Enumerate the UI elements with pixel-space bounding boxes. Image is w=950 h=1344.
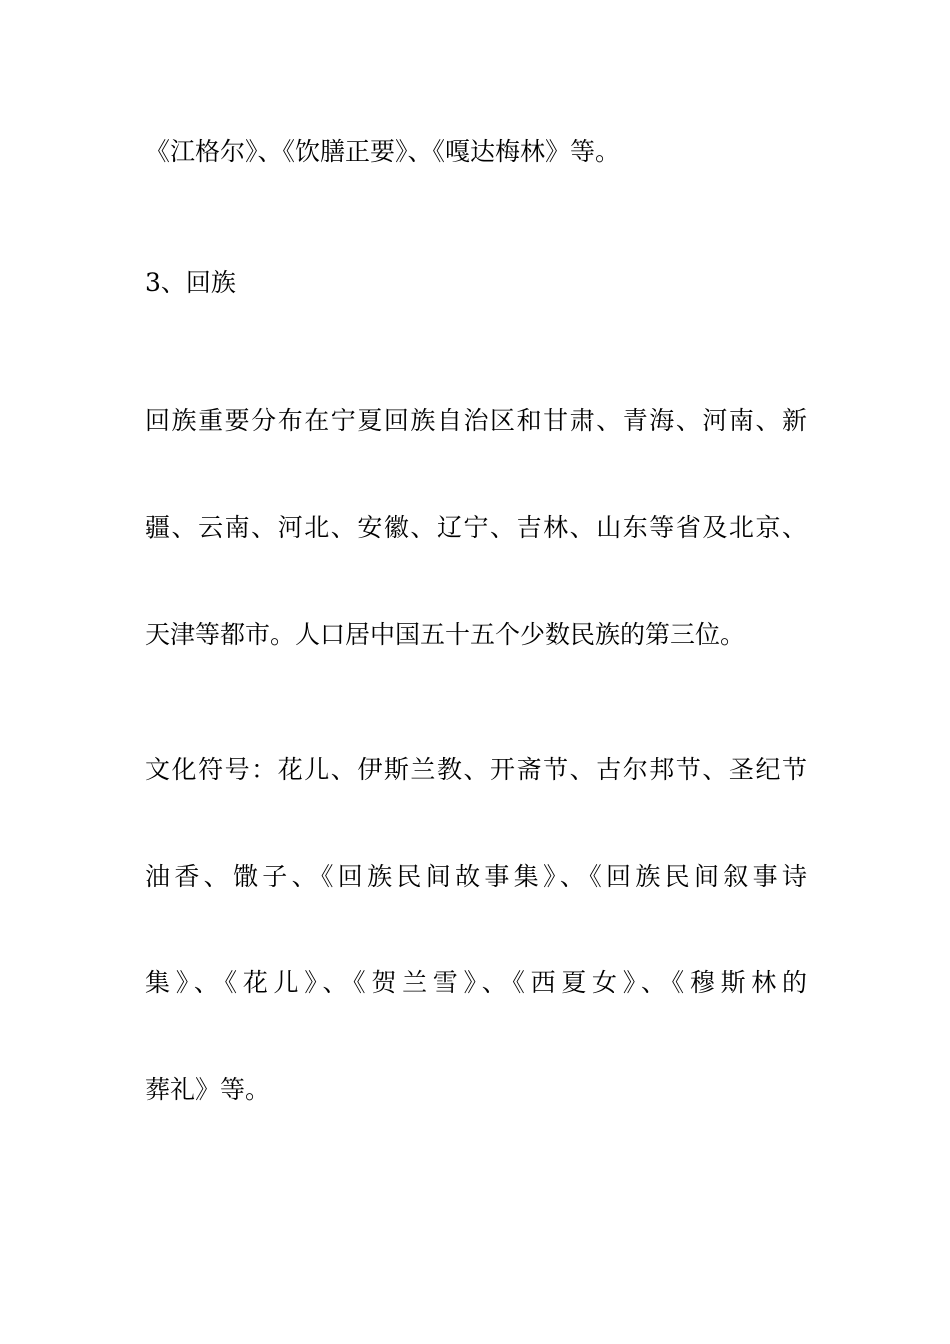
text-line: 回族重要分布在宁夏回族自治区和甘肃、青海、河南、新 (145, 406, 807, 435)
text-line: 疆、云南、河北、安徽、辽宁、吉林、山东等省及北京、 (145, 513, 807, 542)
text-line: 《江格尔》、《饮膳正要》、《嘎达梅林》等。 (145, 137, 621, 166)
text-line: 文化符号：花儿、伊斯兰教、开斋节、古尔邦节、圣纪节 (145, 755, 807, 784)
text-line: 葬礼》等。 (145, 1075, 271, 1104)
text-line: 天津等都市。人口居中国五十五个少数民族的第三位。 (145, 620, 746, 649)
text-line: 油香、馓子、《回族民间故事集》、《回族民间叙事诗 (145, 862, 807, 891)
section-heading: 3、回族 (145, 268, 236, 297)
text-line: 集》、《花儿》、《贺兰雪》、《西夏女》、《穆斯林的 (145, 968, 807, 997)
